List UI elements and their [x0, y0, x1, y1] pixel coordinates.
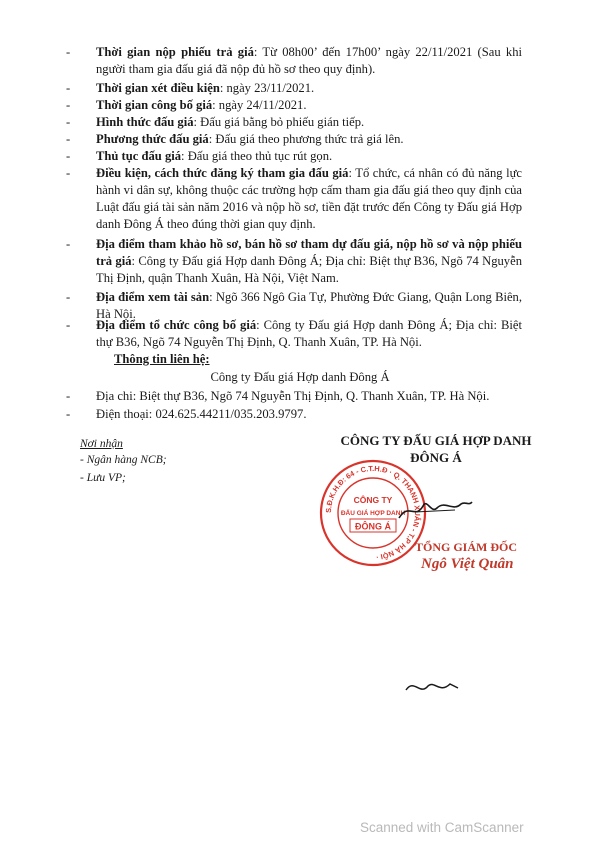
item-text: : Ngõ 366 Ngô Gia Tự, Phường Đức Giang, Quận Long Biên, Hà Nội. [96, 290, 523, 321]
item-text: : ngày 24/11/2021. [212, 98, 307, 112]
signing-company-line2: ĐÔNG Á [410, 450, 462, 465]
item-text: : Công ty Đấu giá Hợp danh Đông Á; Địa chỉ: Biệt thự B36, Ngõ 74 Nguyễn Thị Định, Q. Thanh Xuân, TP. Hà Nội. [96, 318, 522, 349]
item-label: Địa điểm tham khảo hồ sơ, bán hồ sơ tham dự đấu giá, nộp hồ sơ và nộp phiếu trả giá [96, 237, 522, 268]
contact-heading: Thông tin liên hệ: [114, 352, 210, 366]
item-text: : Đấu giá theo thủ tục rút gọn. [181, 149, 333, 163]
small-signature-mark [402, 672, 462, 702]
item-announcement-time [66, 97, 522, 114]
contact-phone [66, 406, 522, 423]
recipients-heading: Nơi nhận [80, 438, 123, 450]
item-announcement-location [66, 317, 522, 351]
contact-phone-text: Điện thoại: 024.625.44211/035.203.9797. [96, 407, 307, 421]
item-text: : Tổ chức, cá nhân có đủ năng lực hành vi dân sự, không thuộc các trường hợp cấm tham gia đấu giá theo quy định của Luật đấu giá tài sản năm 2016 và nộp hồ sơ, tiền đặt trước đến Công ty Đấu giá Hợp danh Đông Á theo đúng thời gian quy định. [96, 166, 522, 231]
item-label: Thời gian nộp phiếu trả giá [96, 45, 254, 59]
bullet-dash: - [66, 81, 71, 95]
item-document-location [66, 236, 522, 287]
item-label: Điều kiện, cách thức đăng ký tham gia đấu giá [96, 166, 349, 180]
item-text: : ngày 23/11/2021. [219, 81, 315, 95]
bullet-dash: - [66, 98, 71, 112]
bullet-dash: - [66, 45, 71, 59]
bullet-dash: - [66, 115, 71, 129]
item-label: Hình thức đấu giá [96, 115, 194, 129]
item-eligibility-review-time [66, 80, 522, 97]
bullet-dash: - [66, 389, 71, 403]
recipient-item: - Lưu VP; [80, 472, 126, 484]
stamp-line3: ĐÔNG Á [355, 521, 391, 532]
contact-company: Công ty Đấu giá Hợp danh Đông Á [210, 370, 390, 384]
item-text: : Từ 08h00’ đến 17h00’ ngày 22/11/2021 (Sau khi người tham gia đấu giá đã nộp đủ hồ sơ theo quy định). [96, 45, 522, 76]
item-auction-method [66, 131, 522, 148]
bullet-dash: - [66, 407, 71, 421]
stamp-line1: CÔNG TY [353, 495, 393, 505]
item-registration-conditions [66, 165, 522, 233]
contact-address-text: Địa chi: Biệt thự B36, Ngõ 74 Nguyễn Thị Định, Q. Thanh Xuân, TP. Hà Nội. [96, 389, 490, 403]
contact-address [66, 388, 522, 405]
stamp-ring-text: S.Đ.K.H.Đ: 64 - C.T.H.Đ · Q. THANH XUÂN - T.P HÀ NỘI · [323, 463, 423, 562]
stamp-line2: ĐẤU GIÁ HỢP DANH [340, 510, 406, 517]
director-name: Ngô Việt Quân [421, 556, 514, 572]
item-submission-time [66, 44, 522, 78]
item-auction-procedure [66, 148, 522, 165]
bullet-dash: - [66, 132, 71, 146]
item-auction-form [66, 114, 522, 131]
item-text: : Đấu giá theo phương thức trả giá lên. [208, 132, 404, 146]
item-text: : Công ty Đấu giá Hợp danh Đông Á; Địa chỉ: Biệt thự B36, Ngõ 74 Nguyễn Thị Định, quận Thanh Xuân, Hà Nội, Việt Nam. [96, 254, 522, 285]
bullet-dash: - [66, 290, 71, 304]
handwritten-signature [395, 488, 475, 528]
bullet-dash: - [66, 318, 71, 332]
signing-company-line1: CÔNG TY ĐẤU GIÁ HỢP DANH [340, 433, 532, 448]
director-title: TỔNG GIÁM ĐỐC [415, 540, 517, 554]
bullet-dash: - [66, 237, 71, 251]
bullet-dash: - [66, 149, 71, 163]
bullet-dash: - [66, 166, 71, 180]
scanner-watermark: Scanned with CamScanner [360, 820, 524, 835]
item-label: Địa điểm xem tài sản [96, 290, 210, 304]
item-label: Địa điểm tổ chức công bố giá [96, 318, 257, 332]
item-label: Thời gian xét điều kiện [96, 81, 220, 95]
item-label: Thời gian công bố giá [96, 98, 213, 112]
item-label: Phương thức đấu giá [96, 132, 209, 146]
item-text: : Đấu giá bằng bỏ phiếu gián tiếp. [193, 115, 365, 129]
recipient-item: - Ngân hàng NCB; [80, 454, 167, 466]
item-label: Thủ tục đấu giá [96, 149, 182, 163]
